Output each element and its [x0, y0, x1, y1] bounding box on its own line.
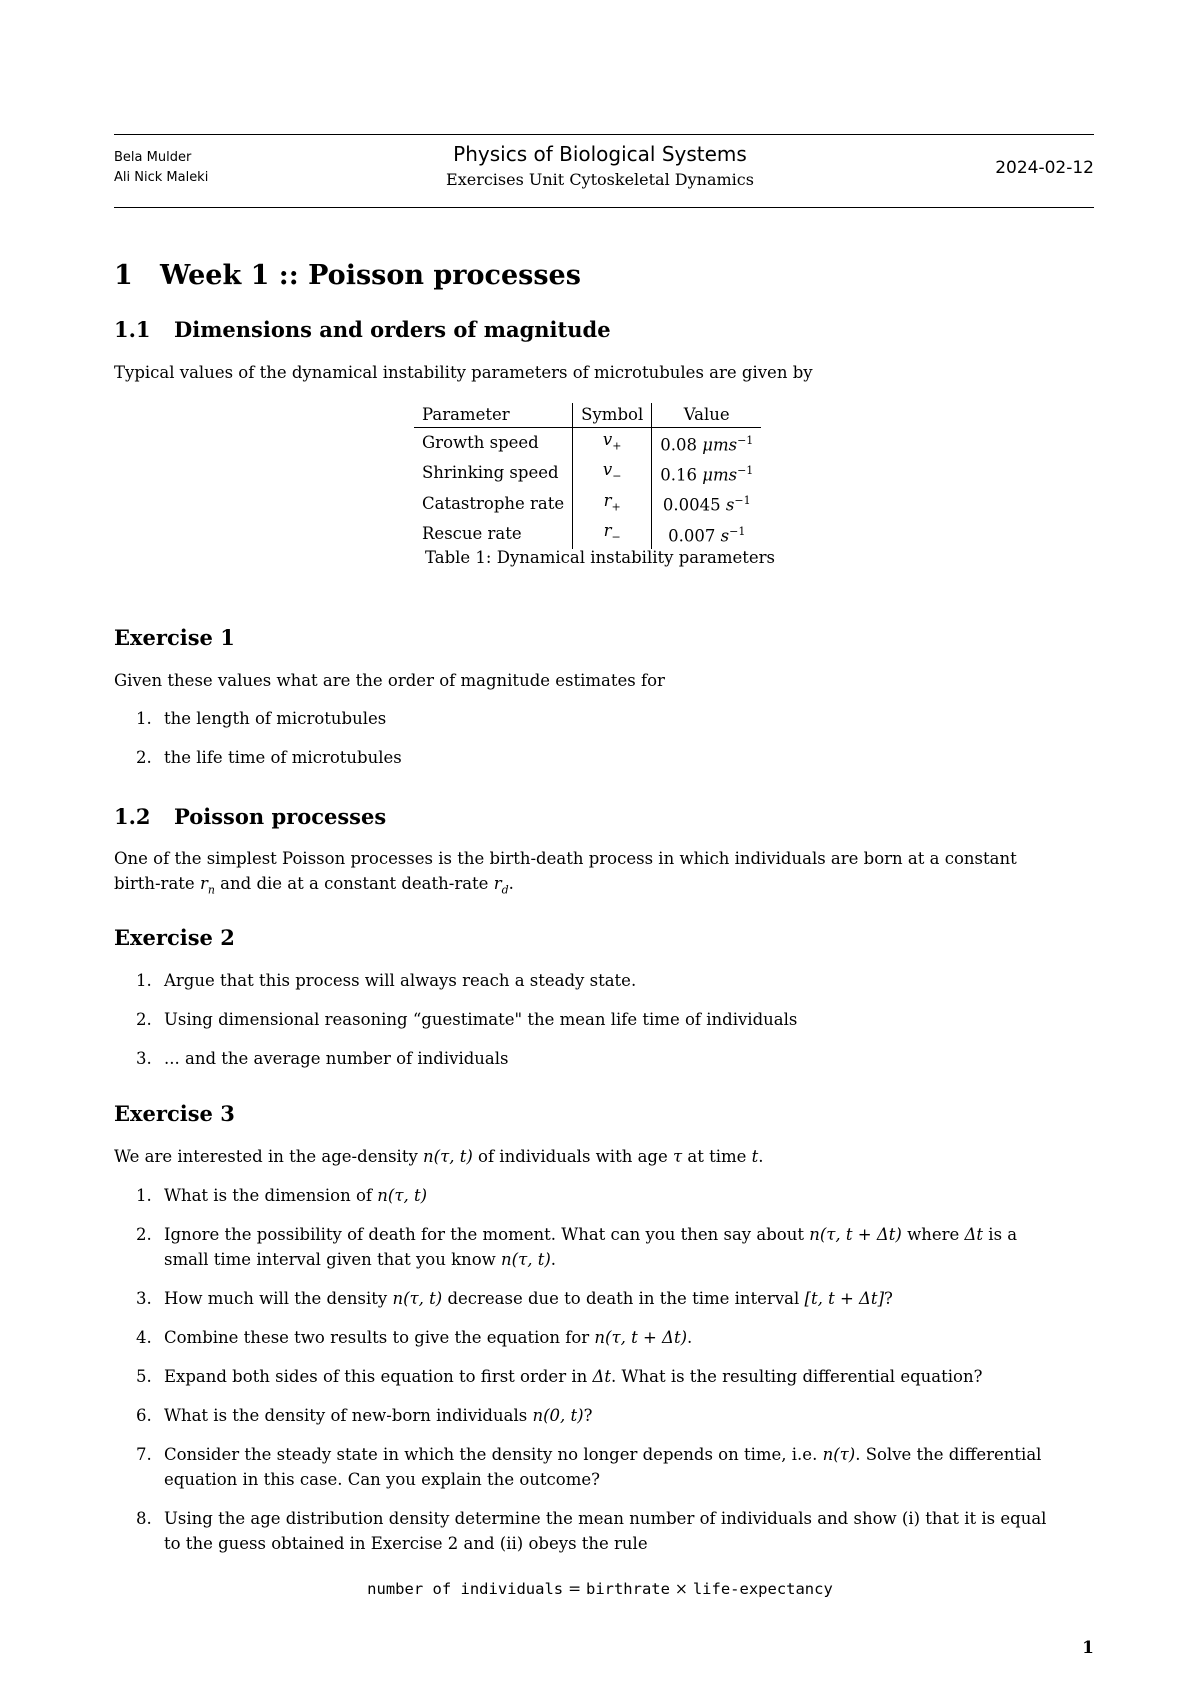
table-caption: Table 1: Dynamical instability parameters [425, 548, 775, 567]
list-item: 2. Using dimensional reasoning “guestimate" the mean life time of individuals [136, 1010, 798, 1029]
list-item: 8. Using the age distribution density determine the mean number of individuals and show (i) that it is equal to the guess obtained in Exercise 2 and (ii) obeys the rule [136, 1509, 1047, 1553]
course-title: Physics of Biological Systems [453, 142, 747, 166]
author-2: Ali Nick Maleki [114, 170, 209, 185]
header-top-rule [114, 134, 1094, 135]
table-row [414, 519, 761, 549]
table-cell-parameter: Catastrophe rate [414, 489, 573, 519]
exercise-1-intro: Given these values what are the order of magnitude estimates for [114, 671, 665, 690]
poisson-paragraph: One of the simplest Poisson processes is the birth-death process in which individuals are born at a constant birth-rate $r_n$ and die at a constant death-rate $r_d$. [114, 849, 1017, 897]
exercise-3-intro: We are interested in the age-density n(τ, t) of individuals with age τ at time t. [114, 1147, 764, 1166]
exercise-1-list [114, 706, 1094, 770]
table-header-symbol: Symbol [573, 403, 652, 428]
exercise-3-heading: Exercise 3 [114, 1101, 235, 1126]
list-item: 5. Expand both sides of this equation to first order in Δt. What is the resulting differential equation? [136, 1367, 983, 1386]
section-heading: 1 Week 1 :: Poisson processes [114, 260, 581, 291]
intro-paragraph: Typical values of the dynamical instability parameters of microtubules are given by [114, 363, 813, 382]
list-item: 3. ... and the average number of individuals [136, 1049, 509, 1068]
table-cell-parameter: Rescue rate [414, 519, 573, 549]
table-cell-parameter: Shrinking speed [414, 458, 573, 488]
table-row [414, 428, 761, 459]
table-row [414, 458, 761, 488]
list-item: 2. the life time of microtubules [136, 748, 402, 767]
table-cell-symbol: $v_-$ [573, 458, 652, 488]
list-item: 7. Consider the steady state in which the density no longer depends on time, i.e. n(τ). Solve the differential equation in this case. Can you explain the outcome? [136, 1445, 1042, 1489]
table-cell-value: 0.16 μms$^{-1}$ [660, 464, 754, 485]
table-cell-parameter: Growth speed [414, 428, 573, 459]
table-row [414, 489, 761, 519]
exercise-2-heading: Exercise 2 [114, 925, 235, 950]
header-bottom-rule [114, 207, 1094, 208]
table-cell-value: 0.0045 $s^{-1}$ [662, 494, 751, 515]
list-item: 3. How much will the density n(τ, t) decrease due to death in the time interval [t, t + Δt]? [136, 1289, 893, 1308]
subsection-heading-1-2: 1.2 Poisson processes [114, 804, 387, 829]
table-header-value: Value [652, 403, 762, 428]
exercise-1-heading: Exercise 1 [114, 625, 235, 650]
list-item: 2. Ignore the possibility of death for the moment. What can you then say about n(τ, t + Δt) where Δt is a small time interval given that you know n(τ, t). [136, 1225, 1018, 1269]
table-cell-symbol: $r_-$ [573, 519, 652, 549]
list-item: 1. the length of microtubules [136, 709, 387, 728]
table-cell-value: 0.08 μms$^{-1}$ [660, 433, 754, 455]
list-item: 6. What is the density of new-born individuals n(0, t)? [136, 1406, 593, 1425]
author-1: Bela Mulder [114, 150, 192, 165]
exercise-3-list [114, 1183, 1094, 1556]
list-item: 1. What is the dimension of n(τ, t) [136, 1186, 428, 1205]
table-cell-value: 0.007 $s^{-1}$ [668, 524, 746, 546]
list-item: 1. Argue that this process will always reach a steady state. [136, 971, 637, 990]
page-number: 1 [1082, 1638, 1094, 1658]
table-header-parameter: Parameter [414, 403, 573, 428]
course-subtitle: Exercises Unit Cytoskeletal Dynamics [446, 170, 754, 189]
subsection-heading-1-1: 1.1 Dimensions and orders of magnitude [114, 317, 611, 342]
header-date: 2024-02-12 [995, 158, 1094, 178]
list-item: 4. Combine these two results to give the equation for n(τ, t + Δt). [136, 1328, 693, 1347]
table-cell-symbol: $r_+$ [573, 489, 652, 519]
exercise-2-list [114, 968, 1094, 1071]
table-cell-symbol: $v_+$ [573, 428, 652, 459]
rule-formula: number of individuals = birthrate × life-expectancy [367, 1580, 833, 1598]
parameters-table [414, 403, 761, 549]
